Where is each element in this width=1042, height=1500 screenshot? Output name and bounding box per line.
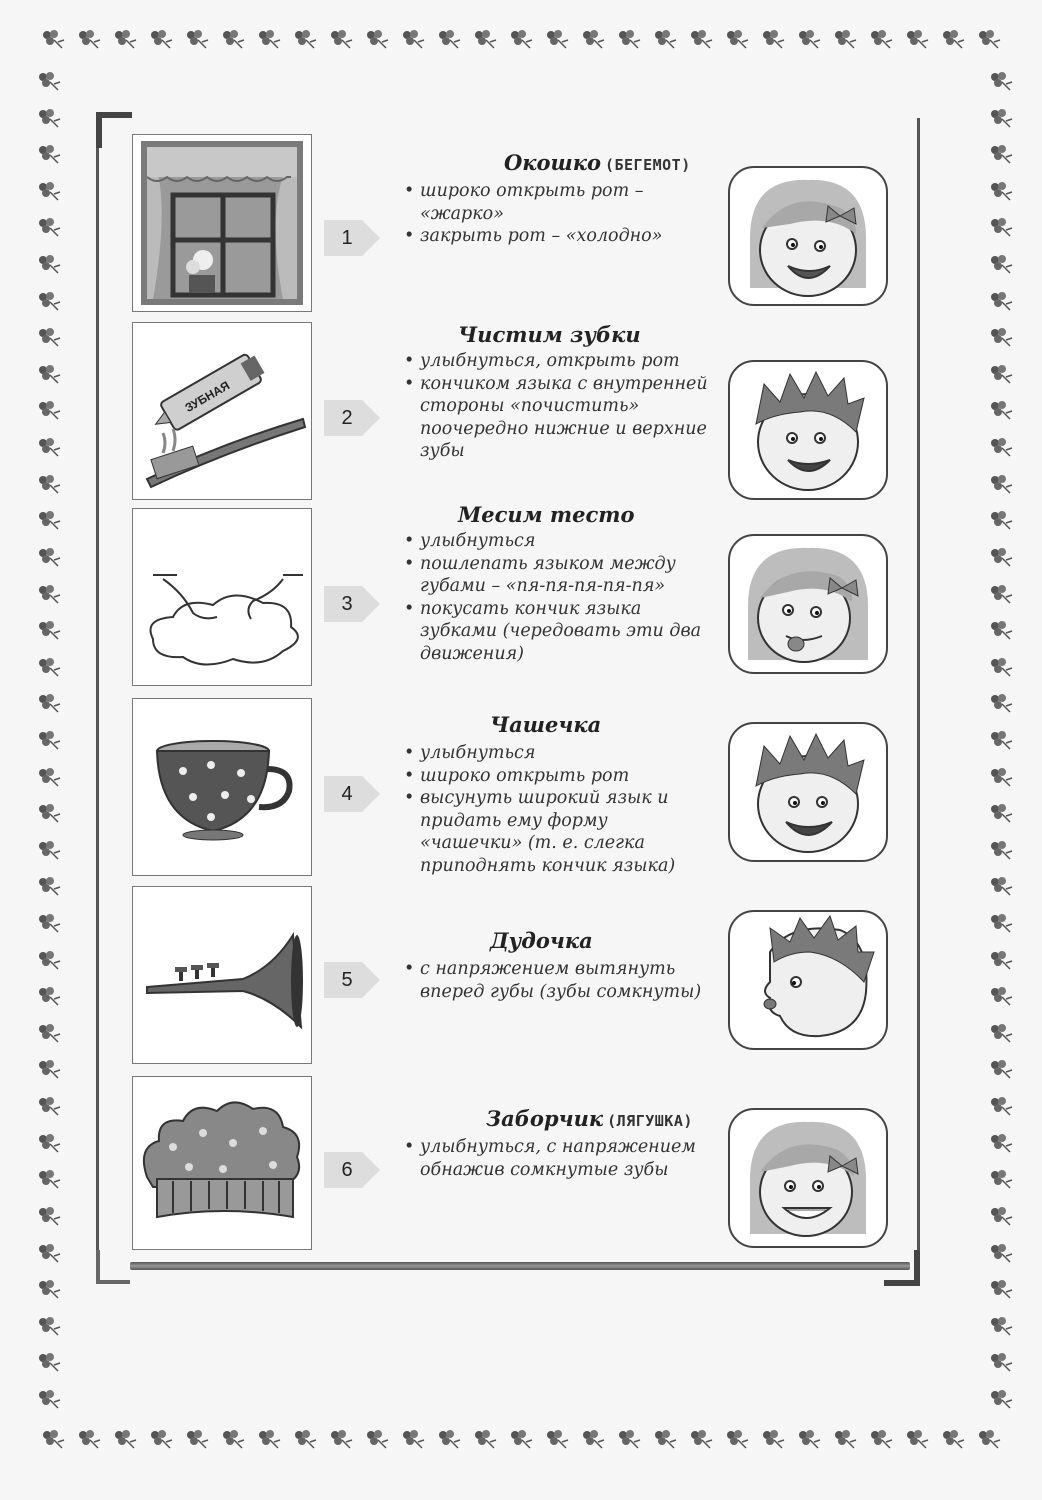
berry-ornament-icon: [976, 28, 1002, 50]
berry-ornament-icon: [36, 1205, 62, 1227]
boy-profile-face-icon: [728, 910, 888, 1050]
instruction-item: • улыбнуться: [402, 742, 712, 765]
berry-ornament-icon: [148, 28, 174, 50]
ornament-border-left: [36, 70, 62, 1410]
berry-ornament-icon: [988, 839, 1014, 861]
berry-ornament-icon: [76, 28, 102, 50]
berry-ornament-icon: [988, 216, 1014, 238]
tube-label: ЗУБНАЯ: [182, 378, 233, 416]
berry-ornament-icon: [940, 1428, 966, 1450]
exercise-title: Чистим зубки: [458, 322, 641, 347]
ornament-border-bottom: [40, 1428, 1002, 1450]
step-number: 2: [341, 407, 353, 429]
berry-ornament-icon: [36, 766, 62, 788]
step-number: 4: [341, 783, 353, 805]
exercise-6: [126, 1076, 906, 1254]
berry-ornament-icon: [760, 28, 786, 50]
berry-ornament-icon: [988, 363, 1014, 385]
berry-ornament-icon: [988, 1095, 1014, 1117]
berry-ornament-icon: [36, 1242, 62, 1264]
berry-ornament-icon: [36, 1315, 62, 1337]
berry-ornament-icon: [36, 107, 62, 129]
berry-ornament-icon: [292, 28, 318, 50]
berry-ornament-icon: [148, 1428, 174, 1450]
ornament-border-right: [988, 70, 1014, 1410]
berry-ornament-icon: [36, 1022, 62, 1044]
berry-ornament-icon: [988, 1278, 1014, 1300]
berry-ornament-icon: [652, 1428, 678, 1450]
berry-ornament-icon: [988, 180, 1014, 202]
berry-ornament-icon: [988, 875, 1014, 897]
berry-ornament-icon: [988, 583, 1014, 605]
ornament-border-top: [40, 28, 1002, 50]
instruction-item: • широко открыть рот – «жарко»: [402, 180, 702, 225]
exercise-2: [126, 322, 906, 502]
instruction-item: • высунуть широкий язык и придать ему форму «чашечки» (т. е. слегка приподнять кончик языка): [402, 787, 712, 877]
berry-ornament-icon: [988, 546, 1014, 568]
frame-bottom-bar: [130, 1262, 910, 1270]
berry-ornament-icon: [220, 28, 246, 50]
exercise-title: Окошко (БЕГЕМОТ): [504, 150, 691, 175]
berry-ornament-icon: [36, 729, 62, 751]
berry-ornament-icon: [36, 692, 62, 714]
berry-ornament-icon: [988, 1132, 1014, 1154]
berry-ornament-icon: [580, 1428, 606, 1450]
berry-ornament-icon: [988, 912, 1014, 934]
berry-ornament-icon: [472, 28, 498, 50]
berry-ornament-icon: [652, 28, 678, 50]
berry-ornament-icon: [940, 28, 966, 50]
berry-ornament-icon: [36, 363, 62, 385]
exercise-5: [126, 886, 906, 1068]
berry-ornament-icon: [832, 28, 858, 50]
berry-ornament-icon: [988, 802, 1014, 824]
berry-ornament-icon: [544, 1428, 570, 1450]
berry-ornament-icon: [988, 949, 1014, 971]
berry-ornament-icon: [36, 473, 62, 495]
instruction-item: • покусать кончик языка зубками (чередовать эти два движения): [402, 598, 702, 666]
berry-ornament-icon: [904, 28, 930, 50]
berry-ornament-icon: [688, 28, 714, 50]
instruction-list: [402, 742, 712, 877]
berry-ornament-icon: [988, 253, 1014, 275]
exercise-title: Дудочка: [490, 928, 593, 953]
berry-ornament-icon: [580, 28, 606, 50]
exercise-title: Месим тесто: [458, 502, 635, 527]
berry-ornament-icon: [616, 28, 642, 50]
exercise-title: Заборчик (ЛЯГУШКА): [486, 1106, 693, 1131]
berry-ornament-icon: [36, 70, 62, 92]
fence-bush-icon: [132, 1076, 312, 1250]
step-number-badge: [322, 958, 382, 1002]
berry-ornament-icon: [400, 28, 426, 50]
instruction-item: • пошлепать языком между губами – «пя-пя-пя-пя-пя»: [402, 553, 702, 598]
berry-ornament-icon: [36, 1168, 62, 1190]
berry-ornament-icon: [36, 619, 62, 641]
berry-ornament-icon: [256, 1428, 282, 1450]
berry-ornament-icon: [36, 1388, 62, 1410]
berry-ornament-icon: [988, 656, 1014, 678]
berry-ornament-icon: [988, 692, 1014, 714]
berry-ornament-icon: [616, 1428, 642, 1450]
frame-corner-bottom-left: [96, 1250, 130, 1284]
instruction-list: [402, 1136, 712, 1181]
step-number-badge: [322, 396, 382, 440]
berry-ornament-icon: [724, 1428, 750, 1450]
berry-ornament-icon: [36, 656, 62, 678]
step-number-badge: [322, 1148, 382, 1192]
berry-ornament-icon: [112, 28, 138, 50]
berry-ornament-icon: [364, 28, 390, 50]
berry-ornament-icon: [328, 1428, 354, 1450]
boy-face-icon: [728, 360, 888, 500]
berry-ornament-icon: [724, 28, 750, 50]
berry-ornament-icon: [988, 766, 1014, 788]
instruction-item: • с напряжением вытянуть вперед губы (зубы сомкнуты): [402, 958, 712, 1003]
exercise-note: (БЕГЕМОТ): [604, 156, 691, 174]
berry-ornament-icon: [36, 399, 62, 421]
berry-ornament-icon: [988, 107, 1014, 129]
instruction-item: • улыбнуться: [402, 530, 702, 553]
step-number: 6: [341, 1159, 353, 1181]
berry-ornament-icon: [436, 28, 462, 50]
berry-ornament-icon: [904, 1428, 930, 1450]
berry-ornament-icon: [36, 1058, 62, 1080]
step-number-badge: [322, 216, 382, 260]
berry-ornament-icon: [36, 839, 62, 861]
berry-ornament-icon: [36, 143, 62, 165]
step-number: 1: [341, 227, 353, 249]
berry-ornament-icon: [36, 509, 62, 531]
instruction-item: • кончиком языка с внутренней стороны «почистить» поочередно нижние и верхние зубы: [402, 373, 712, 463]
girl-tongue-face-icon: [728, 534, 888, 674]
exercise-1: [126, 134, 906, 314]
berry-ornament-icon: [988, 1315, 1014, 1337]
instruction-item: • улыбнуться, открыть рот: [402, 350, 712, 373]
berry-ornament-icon: [36, 985, 62, 1007]
berry-ornament-icon: [688, 1428, 714, 1450]
berry-ornament-icon: [36, 326, 62, 348]
berry-ornament-icon: [976, 1428, 1002, 1450]
boy-face-icon: [728, 722, 888, 862]
instruction-list: [402, 350, 712, 463]
berry-ornament-icon: [988, 290, 1014, 312]
berry-ornament-icon: [36, 180, 62, 202]
exercise-note: (ЛЯГУШКА): [607, 1112, 693, 1130]
berry-ornament-icon: [400, 1428, 426, 1450]
berry-ornament-icon: [988, 473, 1014, 495]
berry-ornament-icon: [36, 436, 62, 458]
berry-ornament-icon: [256, 28, 282, 50]
berry-ornament-icon: [328, 28, 354, 50]
berry-ornament-icon: [40, 1428, 66, 1450]
instruction-item: • закрыть рот – «холодно»: [402, 225, 702, 248]
cup-icon: [132, 698, 312, 876]
berry-ornament-icon: [988, 436, 1014, 458]
window-icon: [132, 134, 312, 312]
berry-ornament-icon: [988, 1168, 1014, 1190]
berry-ornament-icon: [988, 326, 1014, 348]
instruction-item: • широко открыть рот: [402, 765, 712, 788]
berry-ornament-icon: [36, 1351, 62, 1373]
berry-ornament-icon: [988, 1205, 1014, 1227]
berry-ornament-icon: [220, 1428, 246, 1450]
berry-ornament-icon: [544, 28, 570, 50]
berry-ornament-icon: [76, 1428, 102, 1450]
berry-ornament-icon: [988, 619, 1014, 641]
berry-ornament-icon: [36, 290, 62, 312]
berry-ornament-icon: [868, 28, 894, 50]
berry-ornament-icon: [988, 985, 1014, 1007]
berry-ornament-icon: [988, 399, 1014, 421]
berry-ornament-icon: [988, 1388, 1014, 1410]
girl-face-icon: [728, 166, 888, 306]
berry-ornament-icon: [184, 1428, 210, 1450]
step-number-badge: [322, 582, 382, 626]
berry-ornament-icon: [988, 1351, 1014, 1373]
berry-ornament-icon: [988, 1022, 1014, 1044]
toothbrush-icon: [132, 322, 312, 500]
berry-ornament-icon: [36, 949, 62, 971]
berry-ornament-icon: [36, 216, 62, 238]
berry-ornament-icon: [364, 1428, 390, 1450]
berry-ornament-icon: [36, 583, 62, 605]
instruction-list: [402, 530, 702, 665]
step-number-badge: [322, 772, 382, 816]
exercise-3: [126, 502, 906, 690]
berry-ornament-icon: [796, 28, 822, 50]
dough-icon: [132, 508, 312, 686]
exercise-title: Чашечка: [490, 712, 602, 737]
berry-ornament-icon: [36, 253, 62, 275]
berry-ornament-icon: [988, 509, 1014, 531]
berry-ornament-icon: [36, 1095, 62, 1117]
berry-ornament-icon: [112, 1428, 138, 1450]
berry-ornament-icon: [988, 1058, 1014, 1080]
berry-ornament-icon: [472, 1428, 498, 1450]
berry-ornament-icon: [868, 1428, 894, 1450]
step-number: 3: [341, 593, 353, 615]
berry-ornament-icon: [36, 1278, 62, 1300]
berry-ornament-icon: [988, 70, 1014, 92]
berry-ornament-icon: [36, 546, 62, 568]
berry-ornament-icon: [760, 1428, 786, 1450]
step-number: 5: [341, 969, 353, 991]
berry-ornament-icon: [36, 802, 62, 824]
instruction-list: [402, 958, 712, 1003]
berry-ornament-icon: [436, 1428, 462, 1450]
instruction-list: [402, 180, 702, 248]
berry-ornament-icon: [988, 143, 1014, 165]
instruction-item: • улыбнуться, с напряжением обнажив сомкнутые зубы: [402, 1136, 712, 1181]
berry-ornament-icon: [988, 729, 1014, 751]
berry-ornament-icon: [184, 28, 210, 50]
berry-ornament-icon: [292, 1428, 318, 1450]
girl-smile-face-icon: [728, 1108, 888, 1248]
berry-ornament-icon: [508, 28, 534, 50]
berry-ornament-icon: [36, 1132, 62, 1154]
berry-ornament-icon: [36, 875, 62, 897]
exercise-4: [126, 698, 906, 880]
berry-ornament-icon: [40, 28, 66, 50]
pipe-icon: [132, 886, 312, 1064]
berry-ornament-icon: [988, 1242, 1014, 1264]
berry-ornament-icon: [508, 1428, 534, 1450]
berry-ornament-icon: [36, 912, 62, 934]
berry-ornament-icon: [796, 1428, 822, 1450]
berry-ornament-icon: [832, 1428, 858, 1450]
